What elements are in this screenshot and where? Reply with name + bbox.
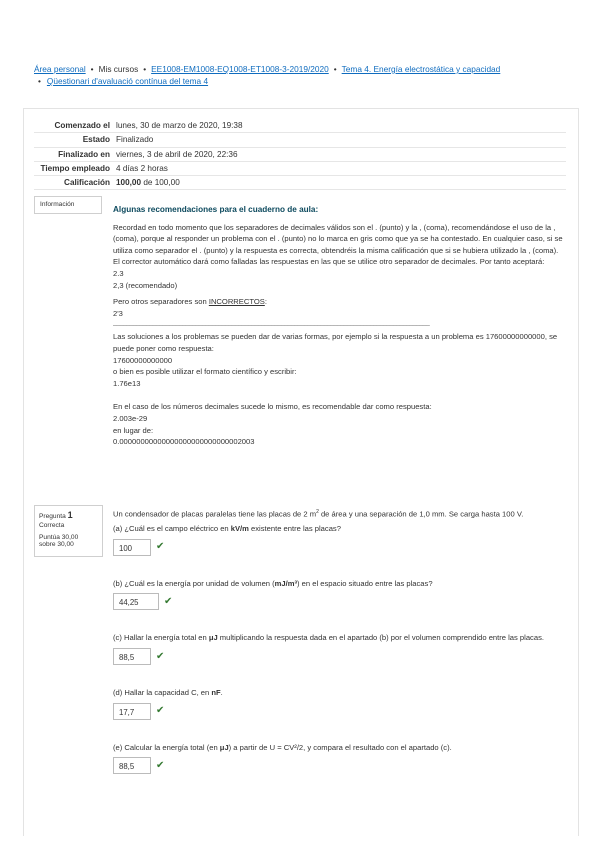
example-value: 2.003e-29: [113, 413, 148, 423]
info-text: Pero otros separadores son: [113, 297, 209, 307]
question-part-e: [113, 742, 563, 775]
part-text: .: [220, 687, 223, 697]
question-intro-text: de área y una separación de 1,0 mm. Se carga hasta 100 V.: [318, 509, 524, 519]
summary-row: [34, 133, 566, 147]
question-info-box: [34, 505, 103, 557]
breadcrumb-separator: •: [143, 64, 147, 74]
question-score: Puntúa 30,00: [39, 534, 79, 541]
check-icon: ✔: [156, 650, 165, 662]
summary-key: Comenzado el: [34, 119, 116, 133]
info-paragraph: o bien es posible utilizar el formato científico y escribir:: [113, 367, 297, 377]
unit: μJ: [219, 742, 229, 752]
part-prompt: [113, 523, 563, 535]
question-part-a: [113, 523, 563, 556]
check-icon: ✔: [156, 541, 165, 553]
breadcrumb-line-2: [38, 76, 208, 86]
question-part-c: [113, 632, 563, 665]
question-content: [113, 507, 563, 784]
answer-row: [113, 757, 563, 774]
summary-value: [116, 176, 566, 190]
question-score-max: sobre 30,00: [39, 541, 74, 548]
part-text: ) en el espacio situado entre las placas?: [297, 578, 433, 588]
example-value: 2.3: [113, 268, 124, 278]
check-icon: ✔: [156, 705, 165, 717]
summary-row: [34, 147, 566, 161]
info-content: [113, 196, 563, 448]
part-text: ) a partir de U = CV²/2, y compara el resultado con el apartado (c).: [228, 742, 452, 752]
question-intro-text: Un condensador de placas paralelas tiene las placas de 2 m: [113, 509, 317, 519]
question-status: Correcta: [39, 522, 65, 529]
exponent: 2: [316, 509, 319, 515]
question-number-value: 1: [67, 510, 73, 520]
summary-value: 4 días 2 horas: [116, 161, 566, 175]
example-value: 17600000000000: [113, 355, 173, 365]
breadcrumb-topic-link[interactable]: Tema 4. Energía electrostática y capacidad: [341, 64, 501, 74]
breadcrumb-home-link[interactable]: Área personal: [34, 64, 86, 74]
answer-row: [113, 539, 563, 556]
breadcrumb-separator: •: [333, 64, 337, 74]
question-part-d: [113, 687, 563, 720]
unit: kV/m: [230, 524, 249, 534]
part-text: existente entre las placas?: [248, 524, 341, 534]
part-text: (e) Calcular la energía total (en: [113, 742, 220, 752]
part-prompt: [113, 742, 563, 754]
info-text: :: [264, 297, 267, 307]
info-label: Información: [40, 201, 75, 208]
unit: μJ: [208, 633, 218, 643]
breadcrumb: [34, 63, 564, 76]
part-prompt: [113, 578, 563, 590]
info-label-box: [34, 196, 102, 214]
example-value: 1.76e13: [113, 378, 141, 388]
answer-input[interactable]: 88,5: [113, 648, 151, 665]
summary-value: lunes, 30 de marzo de 2020, 19:38: [116, 119, 566, 133]
question-intro: [113, 507, 563, 520]
info-paragraph: En el caso de los números decimales sucede lo mismo, es recomendable dar como respuesta:: [113, 402, 432, 412]
part-text: (c) Hallar la energía total en: [113, 633, 209, 643]
breadcrumb-my-courses: Mis cursos: [98, 64, 139, 74]
question-part-b: [113, 578, 563, 611]
summary-key: Tiempo empleado: [34, 161, 116, 175]
grade-max: de 100,00: [141, 178, 180, 188]
breadcrumb-quiz-link[interactable]: Qüestionari d'avaluació contínua del tema 4: [46, 76, 209, 86]
check-icon: ✔: [156, 759, 165, 771]
example-value: 2'3: [113, 308, 123, 318]
incorrect-emphasis: INCORRECTOS: [208, 297, 265, 307]
part-text: (a) ¿Cuál es el campo eléctrico en: [113, 524, 231, 534]
breadcrumb-separator: •: [90, 64, 94, 74]
info-paragraph: [113, 296, 563, 308]
summary-key: Calificación: [34, 176, 116, 190]
unit: nF: [211, 687, 221, 697]
summary-row: [34, 119, 566, 133]
answer-row: [113, 648, 563, 665]
summary-row: [34, 161, 566, 175]
example-value: 2,3 (recomendado): [113, 280, 178, 290]
answer-input[interactable]: 17,7: [113, 703, 151, 720]
answer-input[interactable]: 88,5: [113, 757, 151, 774]
answer-input[interactable]: 44,25: [113, 593, 159, 610]
answer-row: [113, 593, 563, 610]
attempt-summary-table: [34, 119, 566, 190]
question-number: [39, 510, 98, 520]
info-paragraph: Las soluciones a los problemas se pueden dar de varias formas, por ejemplo si la respuesta a un problema es 17600000000000, se puede poner como respuesta:: [113, 332, 558, 353]
info-paragraph: Recordad en todo momento que los separadores de decimales válidos son el . (punto) y la , (coma), recomendándose el uso de la , (coma), porque al responder un problema con el . (punto) no lo marca en gris como que ya se ha contestado. En cualquier caso, si se utiliza como separador el . (punto) y la respuesta es correcta, obtendréis la misma calificación que si se hubiera utilizado la , (coma). El corrector automático dará como falladas las respuestas en las que se utilice otro separador de decimales. Por tanto aceptará:: [113, 222, 563, 267]
summary-key: Estado: [34, 133, 116, 147]
grade-value: 100,00: [116, 178, 142, 188]
summary-value: viernes, 3 de abril de 2020, 22:36: [116, 147, 566, 161]
breadcrumb-separator: •: [38, 76, 41, 86]
info-paragraph: en lugar de:: [113, 425, 154, 435]
part-prompt: [113, 632, 563, 644]
summary-row: [34, 176, 566, 190]
dashed-divider: ________________________________________________________________________________________________: [113, 319, 430, 327]
answer-input[interactable]: 100: [113, 539, 151, 556]
part-prompt: [113, 687, 563, 699]
part-text: (d) Hallar la capacidad C, en: [113, 687, 212, 697]
answer-row: [113, 703, 563, 720]
unit: mJ/m³: [274, 578, 298, 588]
summary-value: Finalizado: [116, 133, 566, 147]
example-value: 0.00000000000000000000000000002003: [113, 437, 255, 447]
part-text: (b) ¿Cuál es la energía por unidad de volumen (: [113, 578, 275, 588]
summary-key: Finalizado en: [34, 147, 116, 161]
question-label: Pregunta: [39, 513, 66, 520]
info-title: Algunas recomendaciones para el cuaderno de aula:: [113, 205, 319, 214]
breadcrumb-course-link[interactable]: EE1008-EM1008-EQ1008-ET1008-3-2019/2020: [151, 64, 329, 74]
part-text: multiplicando la respuesta dada en el apartado (b) por el volumen comprendido entre las placas.: [217, 633, 544, 643]
check-icon: ✔: [164, 596, 173, 608]
